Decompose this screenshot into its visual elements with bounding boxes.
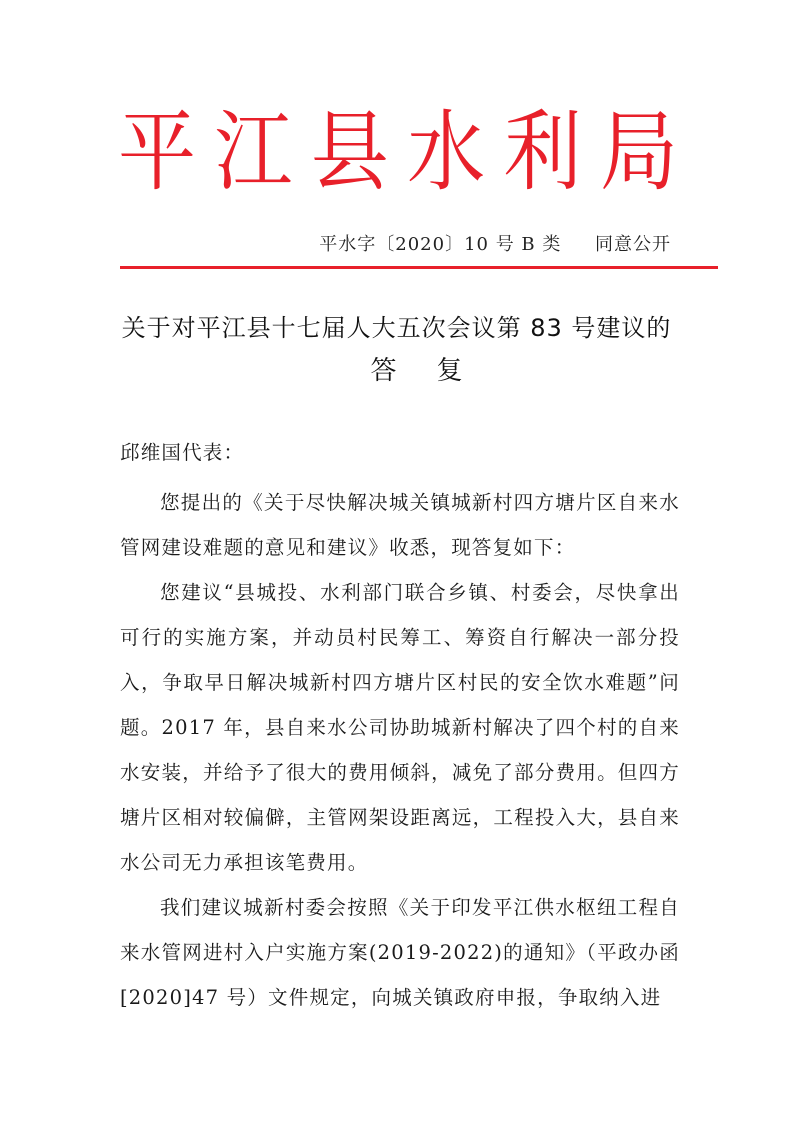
body-paragraph: 我们建议城新村委会按照《关于印发平江供水枢纽工程自来水管网进村入户实施方案(2019-2022)的通知》（平政办函[2020]47 号）文件规定，向城关镇政府申报，争取纳入进: [120, 896, 680, 1009]
salutation: 邱维国代表：: [120, 441, 245, 464]
red-divider-line: [120, 266, 718, 269]
document-title: 关于对平江县十七届人大五次会议第 83 号建议的: [121, 314, 672, 342]
document-subtitle: 答复: [370, 356, 503, 386]
document-number: 平水字〔2020〕10 号 B 类 同意公开: [319, 234, 671, 255]
masthead-char: 局: [599, 102, 678, 204]
masthead-char: 利: [503, 102, 582, 204]
body-paragraph: 您建议“县城投、水利部门联合乡镇、村委会，尽快拿出可行的实施方案，并动员村民筹工、筹资自行解决一部分投入，争取早日解决城新村四方塘片区村民的安全饮水难题”问题。2017 年，县自来水公司协助城新村解决了四个村的自来水安装，并给予了很大的费用倾斜，减免了部分费用。但四方塘片区相对较偏僻，主管网架设距离远，工程投入大，县自来水公司无力承担该笔费用。: [120, 581, 680, 874]
masthead-char: 水: [407, 102, 486, 204]
masthead-char: 平: [118, 102, 197, 204]
masthead-title: [118, 98, 678, 208]
masthead-char: 江: [214, 102, 293, 204]
masthead-char: 县: [310, 102, 389, 204]
body-paragraph: 您提出的《关于尽快解决城关镇城新村四方塘片区自来水管网建设难题的意见和建议》收悉，现答复如下：: [120, 491, 680, 559]
